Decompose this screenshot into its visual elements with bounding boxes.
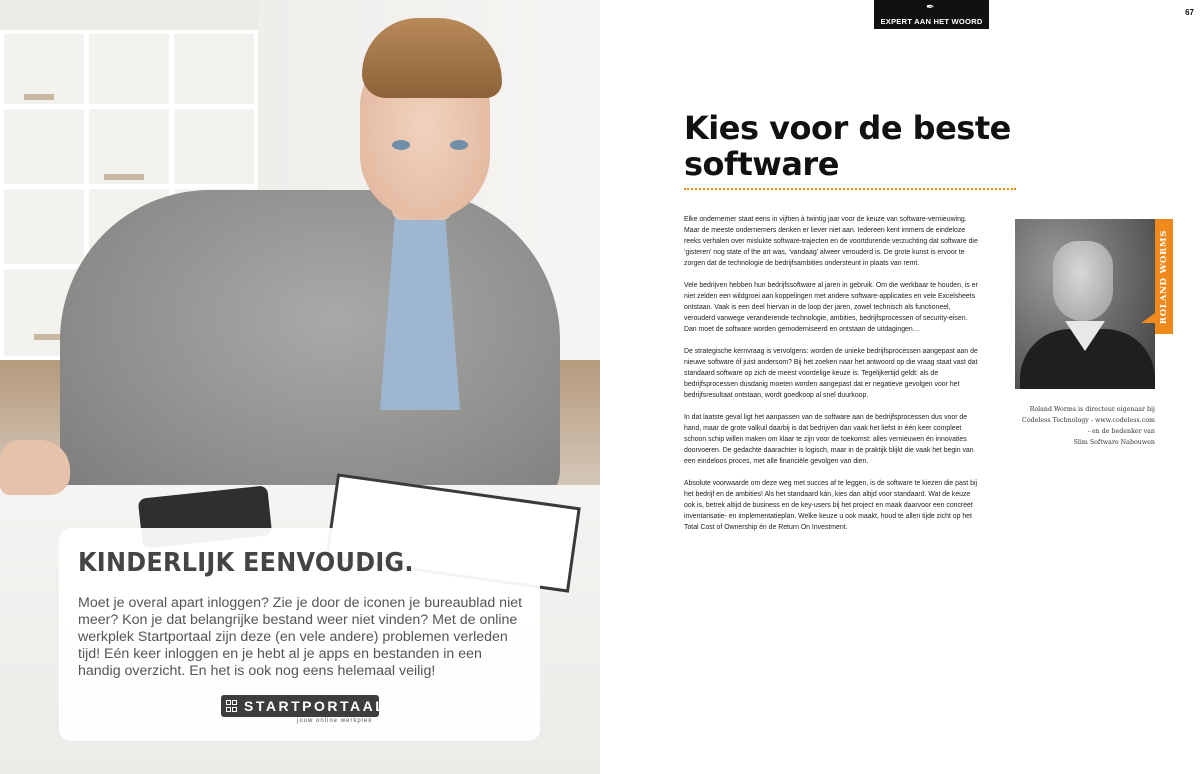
boy-jacket: [60, 190, 560, 510]
author-portrait: [1015, 219, 1155, 389]
name-tab-notch: [1141, 313, 1155, 323]
author-caption: [1008, 404, 1155, 448]
author-name: ROLAND WORMS: [1159, 229, 1169, 324]
boy-hand: [0, 440, 70, 495]
article-paragraph: Vele bedrijven hebben hun bedrijfssoftware al jaren in gebruik. Om die werkbaar te houden, is er niet zelden een wildgroei aan koppelingen met andere software-applicaties en vele Excelsheets ontstaan. Vaak is een deel hiervan in de loop der jaren, zowel technisch als functioneel, verouderd vanwege veranderende technologie, ambities, bedrijfsprocessen of security-eisen. Dan moet de software worden gemoderniseerd en ontstaan de uitdagingen…: [684, 282, 978, 333]
author-name-tab: [1155, 219, 1173, 334]
advert-card: [59, 528, 540, 741]
pen-icon: ✒: [926, 2, 935, 13]
page-number: 67: [1185, 8, 1194, 17]
logo-tagline: jouw online werkplek: [297, 718, 373, 724]
advert-body: Moet je overal apart inloggen? Zie je door de iconen je bureaublad niet meer? Kon je dat belangrijke bestand weer niet vinden? Met de online werkplek Startportaal zijn deze (en vele andere) problemen verleden tijd! Eén keer inloggen en je hebt al je apps en bestanden in een handig overzicht. En het is ook nog eens helemaal veilig!: [78, 595, 523, 679]
article-paragraph: De strategische kernvraag is vervolgens: worden de unieke bedrijfsprocessen aangepast aan de nieuwe software óf juist andersom? Bij het zoeken naar het antwoord op die vraag staat vast dat standaard software op zich de meest voordelige keuze is. Tegelijkertijd geldt: als de bedrijfsprocessen dusdanig moeten worden aangepast dat er negatieve gevolgen voor het bedrijfsresultaat ontstaan, wordt goedkoop al snel duurkoop.: [684, 348, 978, 399]
article-paragraph: Elke ondernemer staat eens in vijftien à twintig jaar voor de keuze van software-vernieuwing. Maar de meeste ondernemers denken er liever niet aan. Iedereen kent immers de eindeloze reeks verhalen over mislukte software-trajecten en de voortdurende verzuchting dat software die ‘gisteren’ nog state of the art was, ‘vandaag’ alweer verouderd is. De grote kunst is ervoor te zorgen dat de technologie de bedrijfsambities ondersteunt in plaats van remt.: [684, 216, 978, 267]
section-label: EXPERT AAN HET WOORD: [880, 17, 983, 26]
logo-name: STARTPORTAAL: [244, 698, 387, 714]
caption-line: Slim Software Nabouwen: [1073, 439, 1155, 446]
title-divider: [684, 188, 1016, 190]
boy-eye-right: [450, 140, 468, 150]
boy-eye-left: [392, 140, 410, 150]
article-paragraph: In dat laatste geval ligt het aanpassen van de software aan de bedrijfsprocessen dus voor de hand, maar de grote valkuil daarbij is dat bedrijven dan vaak het liefst in één keer compleet schoon schip willen maken om klaar te zijn voor de toekomst: alles vernieuwen én innovaties doorvoeren. De gedachte daarachter is logisch, maar in de praktijk blijkt die vaak het begin van een eindeloos proces, met alle financiële gevolgen van dien.: [684, 414, 974, 465]
advert-headline: KINDERLIJK EENVOUDIG.: [78, 548, 414, 578]
caption-line: - en de bedenker van: [1087, 428, 1155, 435]
grid-icon: [226, 700, 237, 712]
caption-line: Codeless Technology - www.codeless.com: [1022, 417, 1155, 424]
article-title: Kies voor de beste software: [684, 109, 1011, 183]
article-page: [600, 0, 1200, 774]
startportaal-logo: [221, 695, 387, 717]
caption-line: Roland Worms is directeur eigenaar bij: [1029, 406, 1155, 413]
article-paragraph: Absolute voorwaarde om deze weg met succes af te leggen, is de software te kiezen die past bij het bedrijf en de ambities! Als het standaard kán, kies dan altijd voor standaard. Wat de keuze ook is, betrek altijd de business en de key-users bij het project en maak daarvoor een concreet inventarisatie- en implementatieplan. Welke keuze u ook maakt, houd te allen tijde zicht op het Total Cost of Ownership én de Return On Investment.: [684, 480, 978, 531]
section-label-tab: [874, 0, 989, 29]
article-body: [684, 214, 980, 544]
